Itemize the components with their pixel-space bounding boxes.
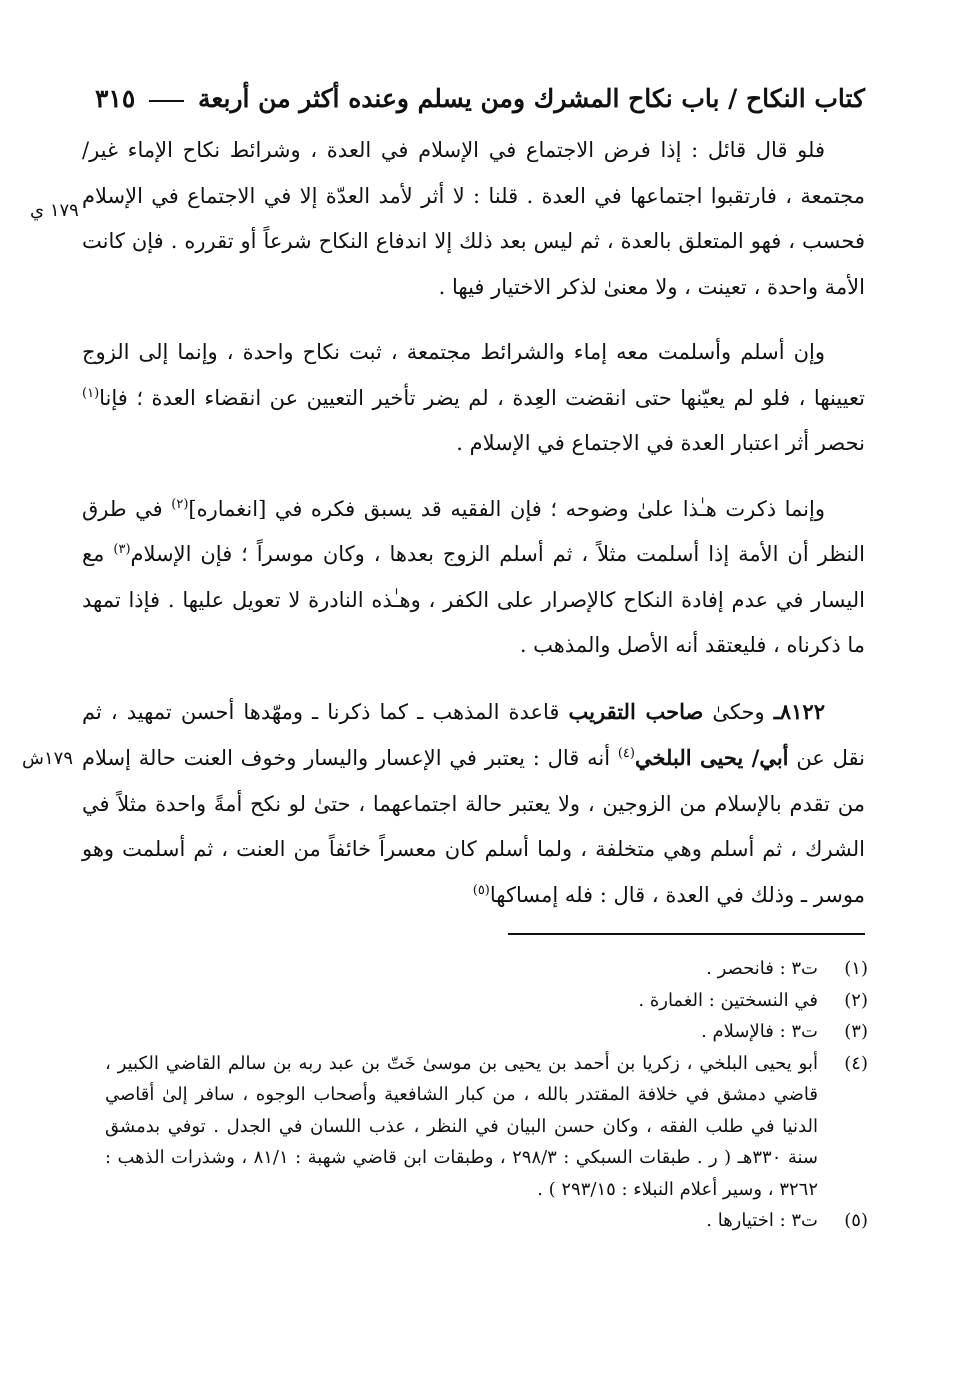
footnote-number: (١): [844, 958, 868, 979]
paragraph: فلو قال قائل : إذا فرض الاجتماع في الإسلام في العدة ، وشرائط نكاح الإماء غير/ مجتمعة ، فارتقبوا اجتماعها في العدة . قلنا : لا أثر لأمد العدّة إلا في الاجتماع في الإسلام فحسب ، فهو المتعلق بالعدة ، ثم ليس بعد ذلك إلا اندفاع النكاح شرعاً أو تقرره . فإن كانت الأمة واحدة ، تعينت ، ولا معنىٰ لذكر الاختيار فيها .: [82, 138, 865, 299]
margin-note: ١٧٩ ي: [30, 200, 79, 221]
footnote-marker: (٢): [171, 496, 189, 512]
paragraph-text: نحصر أثر اعتبار العدة في الاجتماع في الإسلام .: [456, 431, 865, 455]
footnote-marker: (١): [82, 385, 100, 401]
footnote-text: في النسختين : الغمارة .: [638, 989, 818, 1011]
paragraph: [82, 487, 865, 669]
footnote-marker: (٤): [617, 746, 635, 761]
footnote-number: (٤): [844, 1052, 868, 1074]
footnote: [105, 1016, 868, 1048]
paragraph: [82, 330, 865, 467]
footnote-text: ت٣ : فانحصر .: [706, 958, 818, 979]
paragraph-text: مع اليسار في عدم إفادة النكاح كالإصرار على الكفر ، وهـٰذه النادرة لا تعويل عليها . فإذا تمهد ما ذكرناه ، فليعتقد أنه الأصل والمذهب .: [82, 542, 865, 657]
paragraph: [82, 689, 865, 919]
footnote-number: (٢): [844, 989, 868, 1011]
issue-number: ٨١٢٢ـ: [773, 698, 825, 724]
cited-name: صاحب التقريب: [568, 698, 704, 724]
header-rule: [149, 100, 184, 102]
footnote-number: (٥): [844, 1210, 868, 1231]
footnote-text: ت٣ : اختيارها .: [706, 1210, 818, 1231]
paragraph-text: في طرق النظر أن الأمة إذا أسلمت مثلاً ، ثم أسلم الزوج بعدها ، وكان موسراً ؛ فإن الإسلام: [82, 496, 865, 566]
paragraph-text: وإن أسلم وأسلمت معه إماء والشرائط مجتمعة ، ثبت نكاح واحدة ، وإنما إلى الزوج تعيينها ، فلو لم يعيّنها حتى انقضت العِدة ، لم يضر تأخير التعيين عن انقضاء العدة ؛ فإنا: [82, 340, 865, 410]
cited-name: أبي/ يحيى البلخي: [634, 745, 789, 770]
paragraph-text: وحكىٰ: [712, 699, 765, 724]
paragraph-text: أنه قال : يعتبر في الإعسار واليسار وخوف العنت حالة إسلام من تقدم بالإسلام من الزوجين ، ولا يعتبر حالة اجتماعهما ، حتىٰ لو نكح أمةً واحدة مثلاً في الشرك ، ثم أسلم وهي متخلفة ، ولما أسلم كان معسراً خائفاً من العنت ، ثم أسلمت وهو موسر ـ وذلك في العدة ، قال : فله إمساكها: [82, 746, 865, 907]
footnote-divider: [508, 933, 865, 935]
footnote-number: (٣): [844, 1021, 868, 1042]
footnote: [105, 953, 868, 985]
footnote-marker: (٥): [472, 882, 490, 898]
paragraph-text: قاعدة المذهب ـ كما ذكرنا ـ ومهّدها أحسن تمهيد ، ثم نقل عن: [82, 699, 865, 770]
body-text: [82, 128, 865, 918]
footnote: [105, 1205, 868, 1237]
paragraph-text: وإنما ذكرت هـٰذا علىٰ وضوحه ؛ فإن الفقيه قد يسبق فكره في [انغماره]: [188, 496, 826, 521]
footnotes: [105, 953, 868, 1237]
footnote-text: أبو يحيى البلخي ، زكريا بن أحمد بن يحيى بن موسىٰ خَتّ بن عبد ربه بن سالم القاضي الكبير ، قاضي دمشق في خلافة المقتدر بالله ، من كبار الشافعية وأصحاب الوجوه ، سافر إلىٰ أقاصي الدنيا في طلب الفقه ، وكان حسن البيان في النظر ، عذب اللسان في الجدل . توفي بدمشق سنة ٣٣٠هـ ( ر . طبقات السبكي : ٢٩٨/٣ ، وطبقات ابن قاضي شهبة : ٨١/١ ، وشذرات الذهب : ٣٢٦٢ ، وسير أعلام النبلاء : ٢٩٣/١٥ ) .: [105, 1052, 818, 1200]
header-title: كتاب النكاح / باب نكاح المشرك ومن يسلم وعنده أكثر من أربعة: [198, 83, 865, 113]
margin-note: ١٧٩ش: [22, 748, 73, 769]
footnote-marker: (٣): [113, 542, 131, 557]
footnote: [105, 1048, 868, 1206]
footnote-text: ت٣ : فالإسلام .: [701, 1021, 818, 1042]
running-header: [95, 78, 865, 118]
page-number: ٣١٥: [95, 83, 136, 113]
footnote: [105, 985, 868, 1017]
